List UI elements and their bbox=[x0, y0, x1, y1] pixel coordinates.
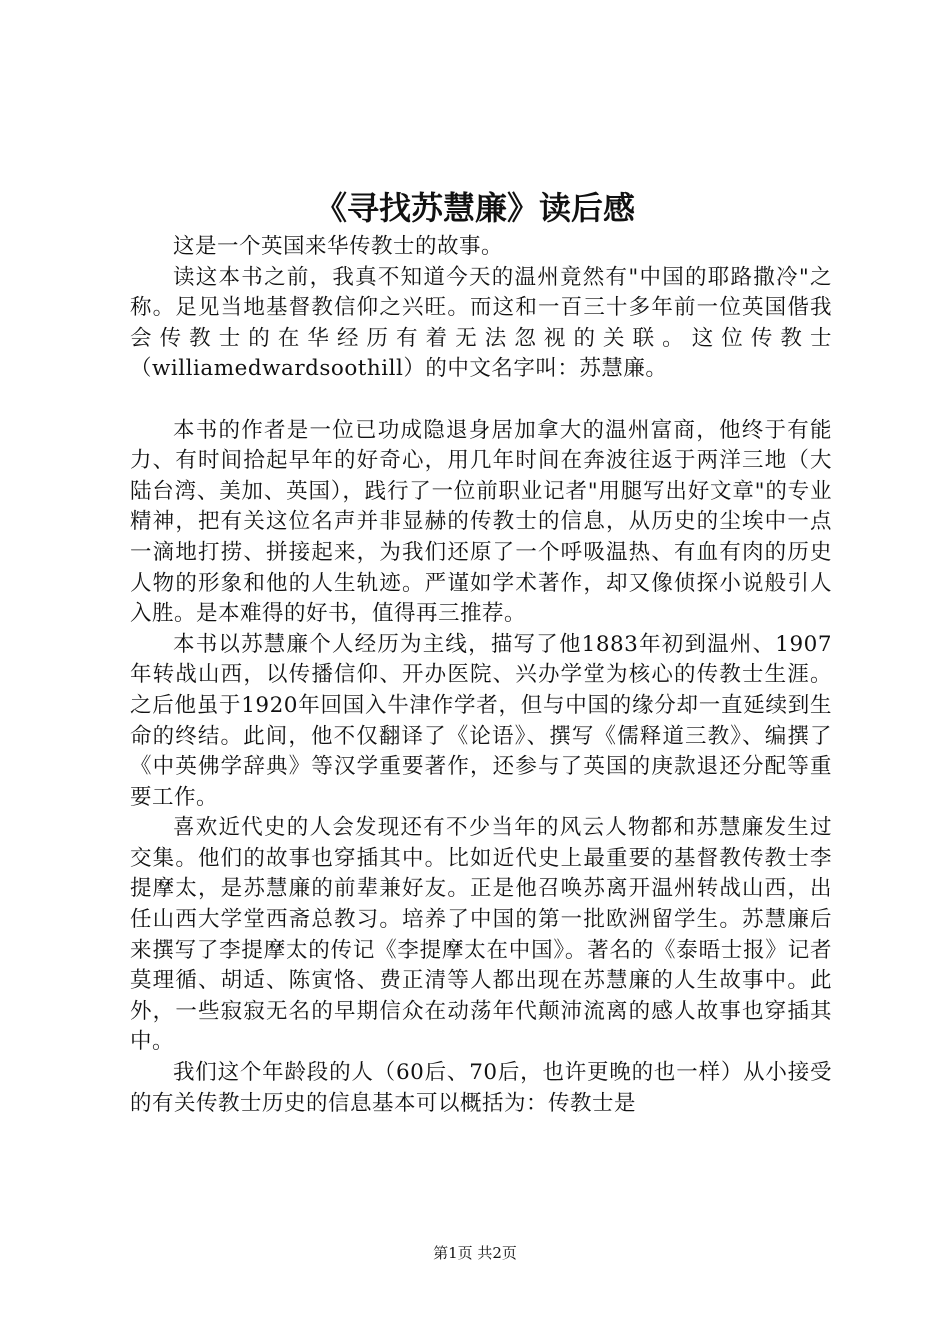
paragraph-1: 这是一个英国来华传教士的故事。 bbox=[173, 234, 504, 259]
document-title: 《寻找苏慧廉》读后感 bbox=[314, 189, 635, 227]
paragraph-spacer bbox=[130, 385, 832, 416]
paragraph-3: 本书的作者是一位已功成隐退身居加拿大的温州富商，他终于有能力、有时间拾起早年的好奇心，用几年时间在奔波往返于两洋三地（大陆台湾、美加、英国），践行了一位前职业记者"用腿写出好文章"的专业精神，把有关这位名声并非显赫的传教士的信息，从历史的尘埃中一点一滴地打捞、拼接起来，为我们还原了一个呼吸温热、有血有肉的历史人物的形象和他的人生轨迹。严谨如学术著作，却又像侦探小说般引人入胜。是本难得的好书，值得再三推荐。 bbox=[130, 417, 832, 627]
paragraph-6: 我们这个年龄段的人（60后、70后，也许更晚的也一样）从小接受的有关传教士历史的信息基本可以概括为：传教士是 bbox=[130, 1060, 832, 1116]
document-body bbox=[130, 232, 832, 1119]
paragraph-2: 读这本书之前，我真不知道今天的温州竟然有"中国的耶路撒冷"之称。足见当地基督教信仰之兴旺。而这和一百三十多年前一位英国偕我会传教士的在华经历有着无法忽视的关联。这位传教士（williamedwardsoothill）的中文名字叫：苏慧廉。 bbox=[130, 264, 832, 382]
paragraph-5: 喜欢近代史的人会发现还有不少当年的风云人物都和苏慧廉发生过交集。他们的故事也穿插其中。比如近代史上最重要的基督教传教士李提摩太，是苏慧廉的前辈兼好友。正是他召唤苏离开温州转战山西，出任山西大学堂西斋总教习。培养了中国的第一批欧洲留学生。苏慧廉后来撰写了李提摩太的传记《李提摩太在中国》。著名的《泰晤士报》记者莫理循、胡适、陈寅恪、费正清等人都出现在苏慧廉的人生故事中。此外，一些寂寂无名的早期信众在动荡年代颠沛流离的感人故事也穿插其中。 bbox=[130, 815, 832, 1055]
paragraph-4: 本书以苏慧廉个人经历为主线，描写了他1883年初到温州、1907年转战山西，以传播信仰、开办医院、兴办学堂为核心的传教士生涯。之后他虽于1920年回国入牛津作学者，但与中国的缘分却一直延续到生命的终结。此间，他不仅翻译了《论语》、撰写《儒释道三教》、编撰了《中英佛学辞典》等汉学重要著作，还参与了英国的庚款退还分配等重要工作。 bbox=[130, 631, 832, 810]
page-footer: 第1页 共2页 bbox=[433, 1244, 517, 1262]
